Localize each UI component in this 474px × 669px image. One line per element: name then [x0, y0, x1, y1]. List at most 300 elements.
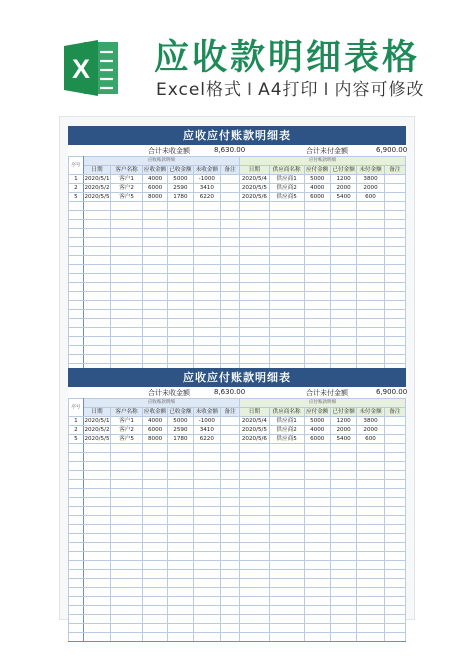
receivables-cell[interactable] — [83, 211, 110, 220]
receivables-cell[interactable] — [142, 337, 167, 346]
payables-cell[interactable] — [330, 462, 356, 471]
receivables-cell[interactable] — [193, 346, 220, 355]
seq-cell[interactable] — [69, 543, 84, 552]
receivables-cell[interactable] — [142, 570, 167, 579]
payables-cell[interactable]: 4000 — [304, 184, 330, 193]
seq-cell[interactable] — [69, 615, 84, 624]
seq-cell[interactable]: 2 — [69, 426, 84, 435]
receivables-cell[interactable] — [221, 633, 240, 642]
receivables-cell[interactable] — [83, 256, 110, 265]
receivables-cell[interactable] — [83, 328, 110, 337]
payables-cell[interactable] — [384, 462, 405, 471]
receivables-cell[interactable] — [168, 444, 193, 453]
receivables-cell[interactable] — [168, 516, 193, 525]
payables-cell[interactable] — [240, 471, 270, 480]
receivables-cell[interactable] — [193, 597, 220, 606]
receivables-cell[interactable] — [193, 570, 220, 579]
payables-cell[interactable] — [240, 480, 270, 489]
receivables-cell[interactable]: 6220 — [193, 435, 220, 444]
payables-cell[interactable] — [269, 346, 304, 355]
payables-cell[interactable] — [269, 453, 304, 462]
payables-cell[interactable] — [304, 453, 330, 462]
payables-cell[interactable] — [240, 507, 270, 516]
receivables-cell[interactable] — [221, 355, 240, 364]
seq-cell[interactable] — [69, 480, 84, 489]
receivables-cell[interactable] — [111, 588, 143, 597]
receivables-cell[interactable] — [83, 633, 110, 642]
payables-cell[interactable] — [304, 561, 330, 570]
receivables-cell[interactable] — [111, 507, 143, 516]
payables-cell[interactable] — [384, 426, 405, 435]
receivables-cell[interactable] — [142, 256, 167, 265]
receivables-cell[interactable] — [221, 435, 240, 444]
receivables-cell[interactable] — [142, 516, 167, 525]
receivables-cell[interactable] — [83, 310, 110, 319]
seq-cell[interactable] — [69, 498, 84, 507]
receivables-cell[interactable] — [83, 355, 110, 364]
receivables-cell[interactable] — [221, 283, 240, 292]
receivables-cell[interactable]: 客户2 — [111, 426, 143, 435]
receivables-cell[interactable] — [83, 274, 110, 283]
payables-cell[interactable] — [269, 561, 304, 570]
receivables-cell[interactable] — [142, 561, 167, 570]
payables-cell[interactable] — [384, 543, 405, 552]
payables-cell[interactable] — [357, 238, 384, 247]
receivables-cell[interactable] — [193, 588, 220, 597]
receivables-cell[interactable] — [168, 507, 193, 516]
receivables-cell[interactable] — [221, 498, 240, 507]
payables-cell[interactable] — [357, 310, 384, 319]
receivables-cell[interactable]: 1780 — [168, 435, 193, 444]
receivables-cell[interactable] — [111, 328, 143, 337]
payables-cell[interactable] — [357, 346, 384, 355]
payables-cell[interactable] — [304, 624, 330, 633]
receivables-cell[interactable] — [193, 507, 220, 516]
payables-cell[interactable] — [240, 543, 270, 552]
payables-cell[interactable] — [269, 516, 304, 525]
receivables-cell[interactable] — [142, 471, 167, 480]
payables-cell[interactable] — [269, 265, 304, 274]
payables-cell[interactable] — [357, 525, 384, 534]
payables-cell[interactable] — [357, 453, 384, 462]
receivables-cell[interactable] — [221, 238, 240, 247]
payables-cell[interactable]: 2000 — [330, 184, 356, 193]
payables-cell[interactable] — [330, 480, 356, 489]
payables-cell[interactable] — [304, 301, 330, 310]
receivables-cell[interactable] — [83, 220, 110, 229]
seq-cell[interactable] — [69, 292, 84, 301]
payables-cell[interactable] — [384, 444, 405, 453]
receivables-cell[interactable] — [221, 211, 240, 220]
receivables-cell[interactable] — [193, 543, 220, 552]
receivables-cell[interactable]: 客户5 — [111, 435, 143, 444]
receivables-cell[interactable] — [142, 606, 167, 615]
receivables-cell[interactable] — [111, 256, 143, 265]
payables-cell[interactable] — [357, 516, 384, 525]
receivables-cell[interactable] — [111, 516, 143, 525]
payables-cell[interactable]: 1200 — [330, 175, 356, 184]
payables-cell[interactable] — [240, 265, 270, 274]
payables-cell[interactable] — [240, 220, 270, 229]
receivables-cell[interactable]: 客户1 — [111, 417, 143, 426]
payables-cell[interactable] — [384, 498, 405, 507]
payables-cell[interactable] — [357, 588, 384, 597]
payables-cell[interactable] — [384, 489, 405, 498]
payables-cell[interactable] — [357, 283, 384, 292]
seq-cell[interactable] — [69, 633, 84, 642]
payables-cell[interactable] — [269, 624, 304, 633]
payables-cell[interactable] — [240, 319, 270, 328]
seq-cell[interactable]: 5 — [69, 435, 84, 444]
receivables-cell[interactable] — [111, 552, 143, 561]
seq-cell[interactable] — [69, 283, 84, 292]
payables-cell[interactable] — [384, 274, 405, 283]
payables-cell[interactable] — [240, 453, 270, 462]
payables-cell[interactable] — [330, 229, 356, 238]
payables-cell[interactable] — [384, 624, 405, 633]
payables-cell[interactable] — [269, 283, 304, 292]
payables-cell[interactable] — [240, 489, 270, 498]
payables-cell[interactable] — [269, 355, 304, 364]
receivables-cell[interactable] — [142, 274, 167, 283]
receivables-cell[interactable] — [142, 525, 167, 534]
receivables-cell[interactable] — [193, 256, 220, 265]
seq-cell[interactable] — [69, 220, 84, 229]
payables-cell[interactable] — [384, 238, 405, 247]
receivables-cell[interactable] — [168, 498, 193, 507]
payables-cell[interactable] — [330, 606, 356, 615]
payables-cell[interactable] — [304, 283, 330, 292]
payables-cell[interactable] — [357, 534, 384, 543]
payables-cell[interactable]: 5000 — [304, 175, 330, 184]
receivables-cell[interactable] — [193, 471, 220, 480]
payables-cell[interactable] — [384, 570, 405, 579]
payables-cell[interactable] — [240, 534, 270, 543]
receivables-cell[interactable] — [168, 597, 193, 606]
receivables-cell[interactable] — [193, 444, 220, 453]
receivables-cell[interactable]: 3410 — [193, 426, 220, 435]
receivables-cell[interactable] — [111, 346, 143, 355]
receivables-cell[interactable] — [221, 552, 240, 561]
receivables-cell[interactable] — [83, 588, 110, 597]
seq-cell[interactable] — [69, 561, 84, 570]
payables-cell[interactable] — [304, 543, 330, 552]
payables-cell[interactable] — [384, 175, 405, 184]
payables-cell[interactable] — [384, 220, 405, 229]
receivables-cell[interactable] — [142, 346, 167, 355]
receivables-cell[interactable] — [142, 229, 167, 238]
payables-cell[interactable] — [384, 480, 405, 489]
seq-cell[interactable] — [69, 525, 84, 534]
receivables-cell[interactable] — [221, 489, 240, 498]
payables-cell[interactable]: 600 — [357, 435, 384, 444]
receivables-cell[interactable] — [221, 417, 240, 426]
payables-cell[interactable] — [330, 247, 356, 256]
payables-cell[interactable] — [330, 588, 356, 597]
payables-cell[interactable] — [269, 489, 304, 498]
payables-cell[interactable] — [330, 507, 356, 516]
seq-cell[interactable] — [69, 328, 84, 337]
payables-cell[interactable]: 2020/5/6 — [240, 435, 270, 444]
payables-cell[interactable] — [269, 274, 304, 283]
receivables-cell[interactable] — [111, 462, 143, 471]
payables-cell[interactable] — [384, 471, 405, 480]
receivables-cell[interactable] — [142, 489, 167, 498]
payables-cell[interactable] — [330, 283, 356, 292]
payables-cell[interactable] — [269, 579, 304, 588]
payables-cell[interactable] — [269, 588, 304, 597]
payables-cell[interactable] — [384, 507, 405, 516]
seq-cell[interactable] — [69, 355, 84, 364]
receivables-cell[interactable] — [111, 319, 143, 328]
receivables-cell[interactable] — [168, 471, 193, 480]
receivables-cell[interactable] — [142, 220, 167, 229]
receivables-cell[interactable] — [142, 202, 167, 211]
payables-cell[interactable] — [304, 247, 330, 256]
receivables-cell[interactable] — [221, 615, 240, 624]
receivables-cell[interactable] — [142, 498, 167, 507]
seq-cell[interactable]: 1 — [69, 417, 84, 426]
seq-cell[interactable] — [69, 579, 84, 588]
payables-cell[interactable] — [240, 615, 270, 624]
payables-cell[interactable] — [357, 561, 384, 570]
payables-cell[interactable] — [357, 319, 384, 328]
receivables-cell[interactable] — [142, 597, 167, 606]
receivables-cell[interactable] — [111, 265, 143, 274]
payables-cell[interactable] — [304, 498, 330, 507]
payables-cell[interactable] — [269, 606, 304, 615]
payables-cell[interactable]: 5400 — [330, 435, 356, 444]
receivables-cell[interactable] — [221, 328, 240, 337]
payables-cell[interactable] — [304, 606, 330, 615]
receivables-cell[interactable] — [111, 292, 143, 301]
payables-cell[interactable] — [330, 256, 356, 265]
payables-cell[interactable] — [384, 552, 405, 561]
receivables-cell[interactable]: 2020/5/1 — [84, 176, 110, 182]
receivables-cell[interactable] — [142, 319, 167, 328]
receivables-cell[interactable]: 6000 — [142, 184, 167, 193]
payables-cell[interactable] — [330, 624, 356, 633]
payables-cell[interactable] — [240, 301, 270, 310]
receivables-cell[interactable] — [83, 238, 110, 247]
receivables-cell[interactable] — [142, 265, 167, 274]
receivables-cell[interactable] — [193, 292, 220, 301]
receivables-cell[interactable] — [193, 615, 220, 624]
payables-cell[interactable] — [240, 525, 270, 534]
receivables-cell[interactable] — [168, 534, 193, 543]
payables-cell[interactable] — [330, 238, 356, 247]
payables-cell[interactable] — [357, 507, 384, 516]
receivables-cell[interactable]: 2020/5/2 — [84, 185, 110, 191]
seq-cell[interactable] — [69, 229, 84, 238]
payables-cell[interactable] — [384, 588, 405, 597]
payables-cell[interactable] — [384, 310, 405, 319]
payables-cell[interactable] — [330, 444, 356, 453]
payables-cell[interactable] — [269, 337, 304, 346]
payables-cell[interactable] — [330, 579, 356, 588]
receivables-cell[interactable] — [168, 265, 193, 274]
payables-cell[interactable] — [240, 444, 270, 453]
payables-cell[interactable] — [304, 525, 330, 534]
payables-cell[interactable] — [304, 633, 330, 642]
receivables-cell[interactable] — [111, 525, 143, 534]
payables-cell[interactable] — [357, 498, 384, 507]
receivables-cell[interactable] — [193, 229, 220, 238]
receivables-cell[interactable] — [142, 211, 167, 220]
payables-cell[interactable] — [304, 615, 330, 624]
receivables-cell[interactable] — [111, 570, 143, 579]
payables-cell[interactable]: 5000 — [304, 417, 330, 426]
payables-cell[interactable] — [384, 256, 405, 265]
receivables-cell[interactable] — [221, 346, 240, 355]
receivables-cell[interactable] — [168, 543, 193, 552]
payables-cell[interactable] — [269, 525, 304, 534]
receivables-cell[interactable] — [168, 633, 193, 642]
seq-cell[interactable] — [69, 256, 84, 265]
payables-cell[interactable] — [357, 462, 384, 471]
receivables-cell[interactable] — [142, 624, 167, 633]
receivables-cell[interactable]: 客户5 — [111, 193, 143, 202]
receivables-cell[interactable] — [168, 624, 193, 633]
receivables-cell[interactable] — [168, 247, 193, 256]
payables-cell[interactable] — [269, 633, 304, 642]
payables-cell[interactable] — [330, 471, 356, 480]
receivables-cell[interactable] — [111, 337, 143, 346]
payables-cell[interactable] — [269, 292, 304, 301]
receivables-cell[interactable] — [168, 346, 193, 355]
receivables-cell[interactable] — [221, 462, 240, 471]
payables-cell[interactable] — [330, 615, 356, 624]
receivables-cell[interactable] — [83, 462, 110, 471]
payables-cell[interactable] — [304, 597, 330, 606]
receivables-cell[interactable] — [83, 624, 110, 633]
payables-cell[interactable] — [304, 220, 330, 229]
payables-cell[interactable] — [304, 292, 330, 301]
receivables-cell[interactable] — [168, 588, 193, 597]
receivables-cell[interactable] — [193, 301, 220, 310]
payables-cell[interactable] — [330, 310, 356, 319]
payables-cell[interactable] — [357, 211, 384, 220]
payables-cell[interactable] — [240, 588, 270, 597]
seq-cell[interactable] — [69, 274, 84, 283]
payables-cell[interactable] — [304, 256, 330, 265]
payables-cell[interactable] — [240, 328, 270, 337]
payables-cell[interactable] — [384, 211, 405, 220]
receivables-cell[interactable] — [83, 444, 110, 453]
payables-cell[interactable] — [330, 265, 356, 274]
payables-cell[interactable]: 3800 — [357, 417, 384, 426]
payables-cell[interactable] — [330, 453, 356, 462]
receivables-cell[interactable]: 8000 — [142, 193, 167, 202]
payables-cell[interactable] — [269, 301, 304, 310]
payables-cell[interactable] — [304, 588, 330, 597]
receivables-cell[interactable] — [221, 193, 240, 202]
receivables-cell[interactable] — [221, 624, 240, 633]
seq-cell[interactable] — [69, 489, 84, 498]
payables-cell[interactable] — [384, 184, 405, 193]
payables-cell[interactable]: 2020/5/4 — [240, 175, 270, 184]
payables-cell[interactable] — [384, 337, 405, 346]
receivables-cell[interactable] — [83, 561, 110, 570]
payables-cell[interactable]: 6000 — [304, 193, 330, 202]
payables-cell[interactable] — [240, 606, 270, 615]
receivables-cell[interactable]: 4000 — [142, 417, 167, 426]
receivables-cell[interactable] — [221, 588, 240, 597]
payables-cell[interactable] — [384, 579, 405, 588]
payables-cell[interactable] — [269, 256, 304, 265]
receivables-cell[interactable] — [111, 238, 143, 247]
payables-cell[interactable] — [357, 480, 384, 489]
receivables-cell[interactable] — [193, 319, 220, 328]
payables-cell[interactable] — [330, 597, 356, 606]
seq-cell[interactable] — [69, 597, 84, 606]
payables-cell[interactable]: 600 — [357, 193, 384, 202]
payables-cell[interactable] — [269, 444, 304, 453]
receivables-cell[interactable] — [168, 606, 193, 615]
payables-cell[interactable] — [304, 337, 330, 346]
receivables-cell[interactable] — [168, 328, 193, 337]
payables-cell[interactable] — [269, 328, 304, 337]
receivables-cell[interactable] — [142, 480, 167, 489]
receivables-cell[interactable] — [221, 426, 240, 435]
payables-cell[interactable] — [357, 597, 384, 606]
payables-cell[interactable]: 供应商2 — [269, 184, 304, 193]
payables-cell[interactable] — [240, 355, 270, 364]
receivables-cell[interactable] — [168, 355, 193, 364]
payables-cell[interactable] — [269, 615, 304, 624]
payables-cell[interactable] — [330, 543, 356, 552]
payables-cell[interactable] — [384, 301, 405, 310]
payables-cell[interactable] — [269, 570, 304, 579]
payables-cell[interactable] — [384, 265, 405, 274]
receivables-cell[interactable] — [142, 588, 167, 597]
receivables-cell[interactable] — [83, 543, 110, 552]
seq-cell[interactable] — [69, 346, 84, 355]
receivables-cell[interactable] — [168, 274, 193, 283]
seq-cell[interactable] — [69, 507, 84, 516]
receivables-cell[interactable] — [221, 507, 240, 516]
payables-cell[interactable] — [384, 606, 405, 615]
seq-cell[interactable] — [69, 462, 84, 471]
payables-cell[interactable] — [357, 274, 384, 283]
payables-cell[interactable] — [330, 319, 356, 328]
receivables-cell[interactable] — [221, 534, 240, 543]
payables-cell[interactable] — [330, 202, 356, 211]
receivables-cell[interactable] — [111, 211, 143, 220]
receivables-cell[interactable] — [83, 229, 110, 238]
receivables-cell[interactable] — [221, 256, 240, 265]
receivables-cell[interactable] — [142, 552, 167, 561]
payables-cell[interactable] — [240, 247, 270, 256]
receivables-cell[interactable] — [111, 579, 143, 588]
payables-cell[interactable] — [357, 471, 384, 480]
payables-cell[interactable] — [240, 274, 270, 283]
payables-cell[interactable] — [304, 265, 330, 274]
receivables-cell[interactable] — [168, 615, 193, 624]
payables-cell[interactable] — [357, 633, 384, 642]
receivables-cell[interactable] — [83, 480, 110, 489]
payables-cell[interactable] — [330, 292, 356, 301]
receivables-cell[interactable] — [193, 480, 220, 489]
receivables-cell[interactable]: -1000 — [193, 417, 220, 426]
receivables-cell[interactable] — [111, 202, 143, 211]
receivables-cell[interactable] — [142, 328, 167, 337]
receivables-cell[interactable] — [111, 615, 143, 624]
receivables-cell[interactable] — [193, 310, 220, 319]
payables-cell[interactable] — [330, 220, 356, 229]
payables-cell[interactable] — [240, 202, 270, 211]
payables-cell[interactable]: 供应商1 — [269, 175, 304, 184]
